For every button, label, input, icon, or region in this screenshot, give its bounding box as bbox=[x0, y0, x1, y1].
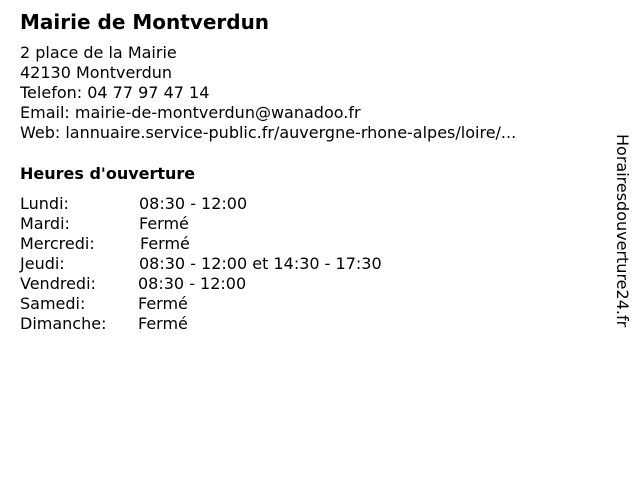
time-value: Fermé bbox=[140, 234, 190, 253]
day-label: Vendredi: bbox=[20, 274, 96, 293]
address-city: 42130 Montverdun bbox=[20, 63, 173, 82]
hours-heading: Heures d'ouverture bbox=[20, 164, 196, 183]
time-value: Fermé bbox=[139, 214, 189, 233]
day-label: Samedi: bbox=[20, 294, 86, 313]
brand-watermark: Horairesdouverture24.fr bbox=[613, 134, 632, 328]
day-label: Mardi: bbox=[20, 214, 70, 233]
web-text: Web: lannuaire.service-public.fr/auvergne-rhone-alpes/loire/... bbox=[20, 123, 517, 142]
time-value: Fermé bbox=[138, 314, 188, 333]
address-block bbox=[20, 43, 516, 143]
day-label: Dimanche: bbox=[20, 314, 107, 333]
day-label: Lundi: bbox=[20, 194, 69, 213]
address-street: 2 place de la Mairie bbox=[20, 43, 177, 62]
time-value: 08:30 - 12:00 bbox=[138, 274, 247, 293]
phone-text: Telefon: 04 77 97 47 14 bbox=[20, 83, 210, 102]
day-label: Jeudi: bbox=[20, 254, 65, 273]
email-text: Email: mairie-de-montverdun@wanadoo.fr bbox=[20, 103, 361, 122]
day-label: Mercredi: bbox=[20, 234, 95, 253]
time-value: 08:30 - 12:00 bbox=[139, 194, 248, 213]
page-title: Mairie de Montverdun bbox=[20, 10, 270, 34]
time-value: Fermé bbox=[138, 294, 188, 313]
time-value: 08:30 - 12:00 et 14:30 - 17:30 bbox=[139, 254, 382, 273]
